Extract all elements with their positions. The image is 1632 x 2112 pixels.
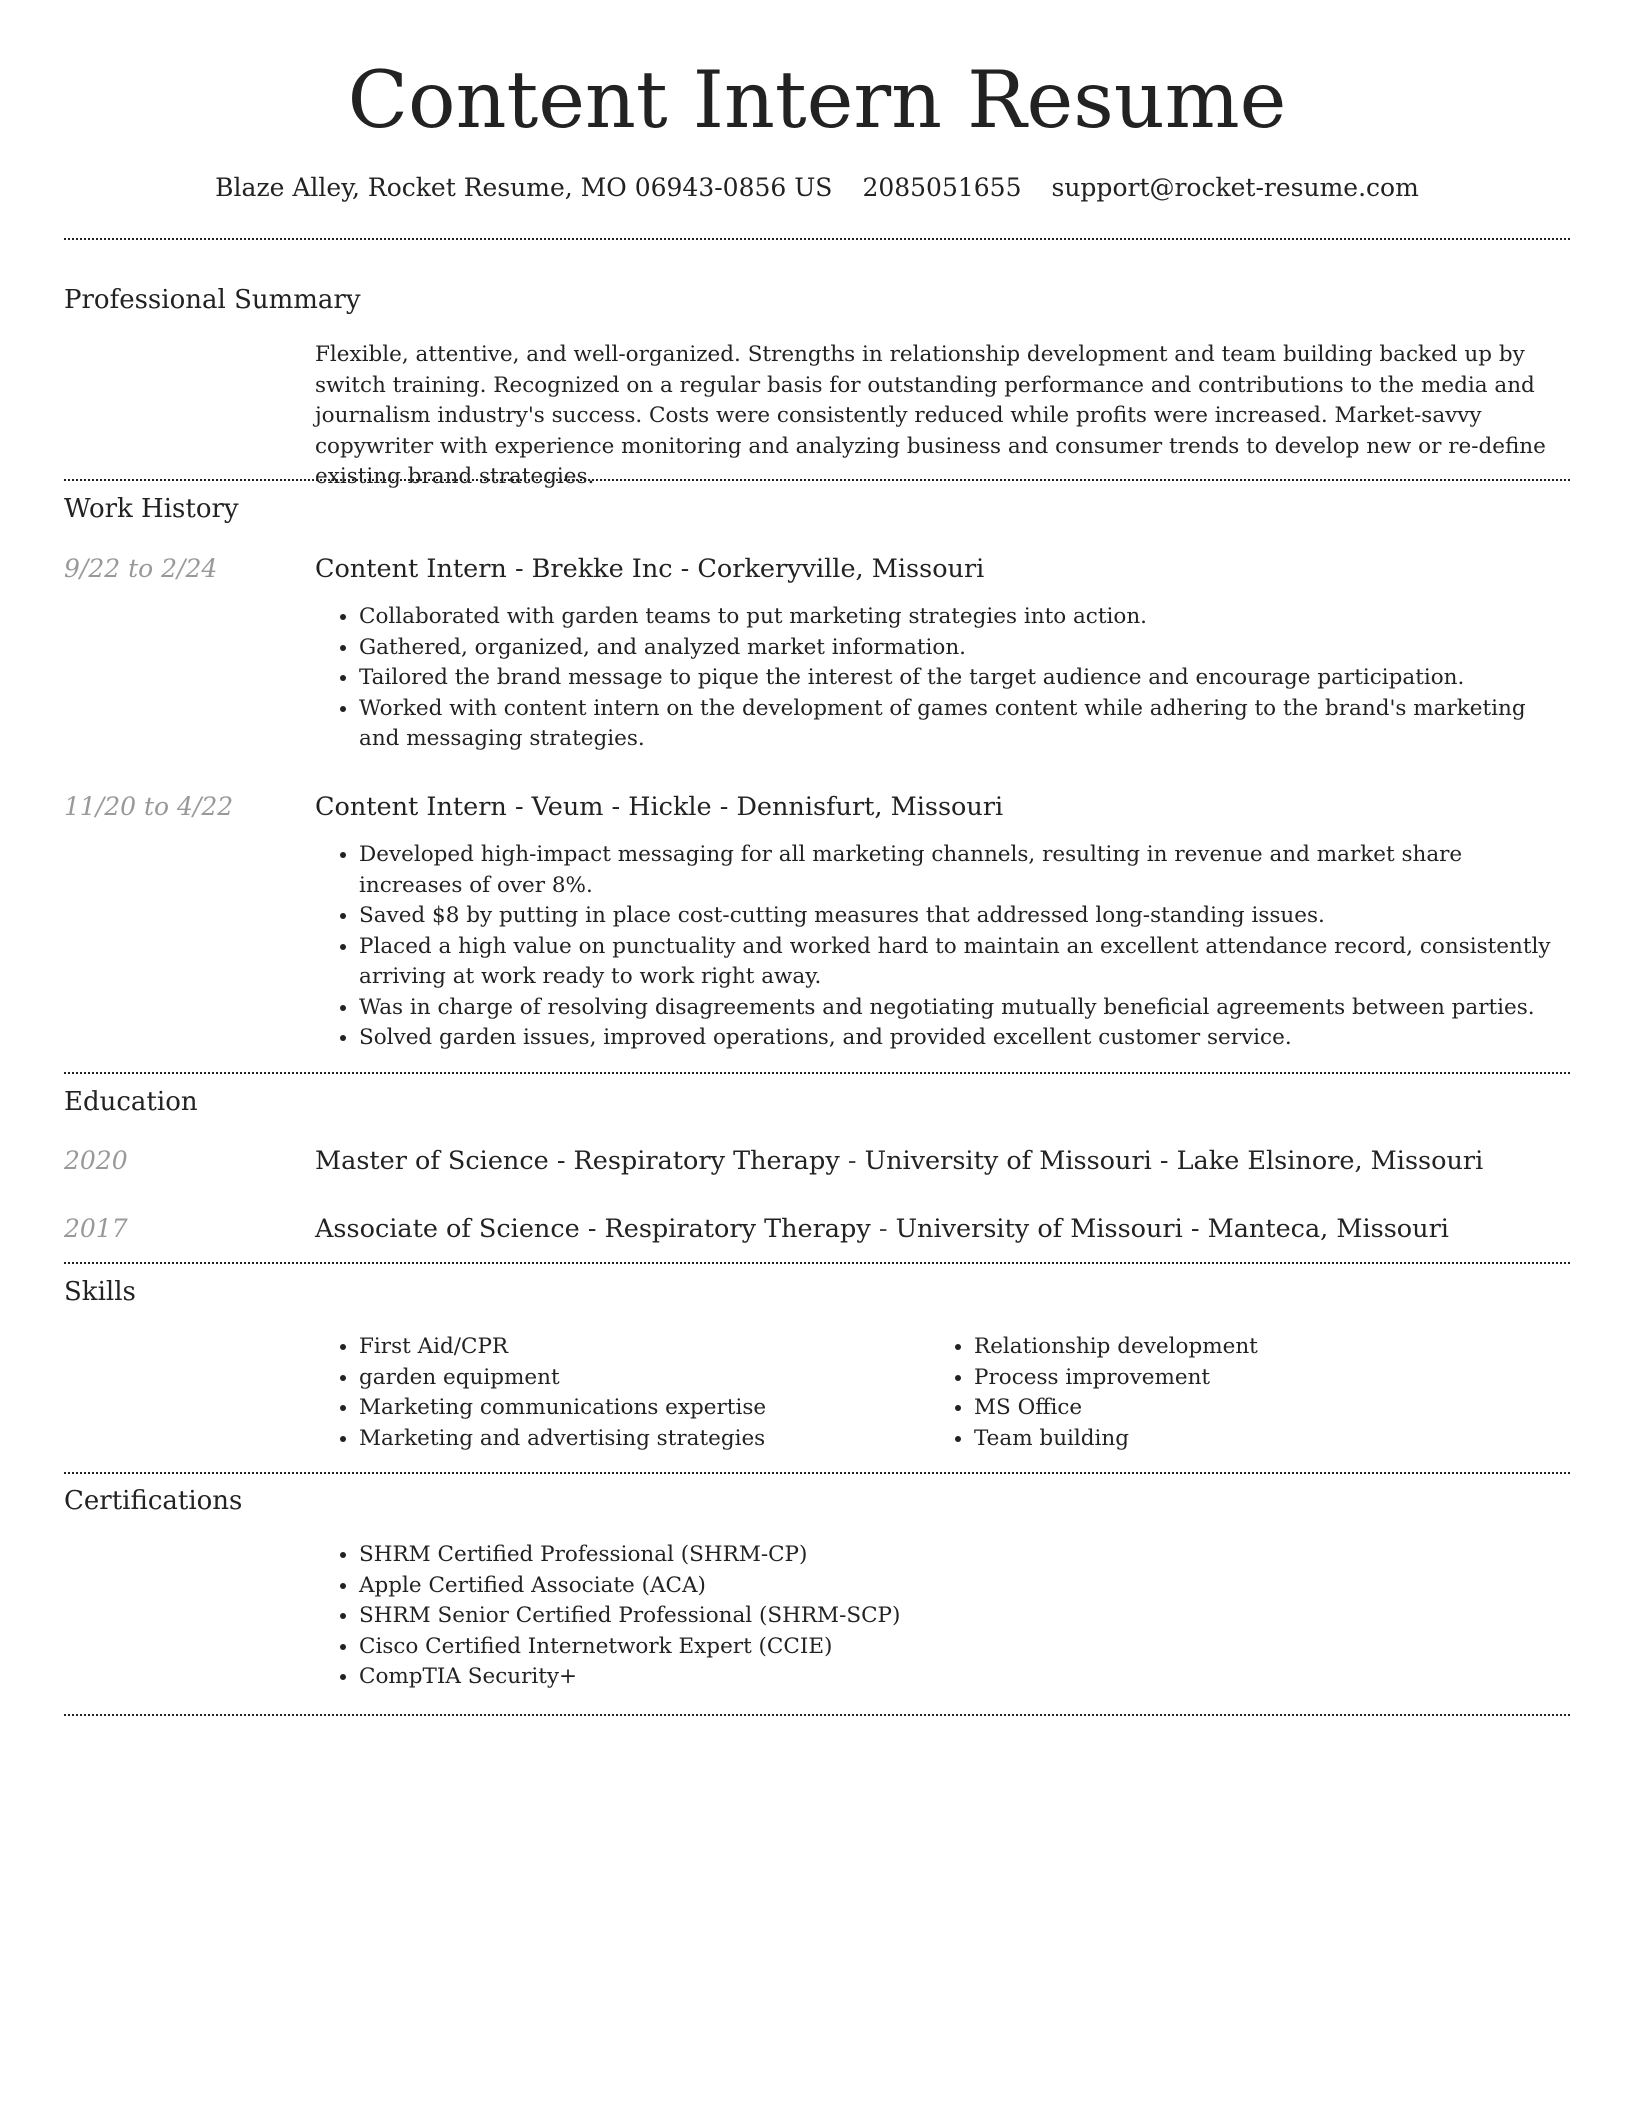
divider (64, 1072, 1570, 1074)
certification-item: • CompTIA Security+ (359, 1662, 1570, 1693)
education-entry: Associate of Science - Respiratory Therapy - University of Missouri - Manteca, Missouri (315, 1214, 1449, 1244)
certification-item: • Cisco Certified Internetwork Expert (CCIE) (359, 1632, 1570, 1663)
list-item: • Solved garden issues, improved operations, and provided excellent customer service. (359, 1023, 1570, 1054)
skills-list-right (930, 1332, 1534, 1454)
skill-item: • Marketing communications expertise (359, 1393, 919, 1424)
certifications-list (315, 1540, 1570, 1693)
phone: 2085051655 (862, 173, 1022, 202)
education-year: 2020 (64, 1146, 128, 1175)
certification-item: • SHRM Certified Professional (SHRM-CP) (359, 1540, 1570, 1571)
summary-text: Flexible, attentive, and well-organized. Strengths in relationship development and team building backed up by switch training. Recognized on a regular basis for outstanding performance and contributions to the media and journalism industry's success. Costs were consistently reduced while profits were increased. Market-savvy copywriter with experience monitoring and analyzing business and consumer trends to develop new or re-define existing brand strategies. (315, 342, 1546, 489)
job-title: Content Intern - Brekke Inc - Corkeryville, Missouri (315, 554, 985, 584)
list-item: • Tailored the brand message to pique the interest of the target audience and encourage participation. (359, 663, 1570, 694)
education-entry: Master of Science - Respiratory Therapy - University of Missouri - Lake Elsinore, Missouri (315, 1146, 1484, 1176)
job-title: Content Intern - Veum - Hickle - Dennisfurt, Missouri (315, 792, 1004, 822)
degree: Associate of Science - Respiratory Therapy (315, 1214, 871, 1244)
job-bullets (315, 840, 1570, 1054)
section-title-certifications: Certifications (64, 1486, 243, 1516)
school: University of Missouri - Manteca, Missouri (895, 1214, 1449, 1244)
school: University of Missouri - Lake Elsinore, Missouri (864, 1146, 1484, 1176)
skill-item: • Marketing and advertising strategies (359, 1424, 919, 1455)
list-item: • Worked with content intern on the development of games content while adhering to the brand's marketing and messaging strategies. (359, 694, 1570, 755)
job-dates: 11/20 to 4/22 (64, 792, 234, 821)
divider (64, 479, 1570, 481)
address: Blaze Alley, Rocket Resume, MO 06943-0856 US (215, 173, 833, 202)
resume-title: Content Intern Resume (347, 54, 1287, 146)
contact-line (64, 170, 1570, 206)
list-item: • Saved $8 by putting in place cost-cutting measures that addressed long-standing issues. (359, 901, 1570, 932)
job-dates: 9/22 to 2/24 (64, 554, 218, 583)
section-title-education: Education (64, 1087, 198, 1117)
skills-list-left (315, 1332, 919, 1454)
job-bullets (315, 602, 1570, 755)
list-item: • Was in charge of resolving disagreements and negotiating mutually beneficial agreements between parties. (359, 993, 1570, 1024)
list-item: • Developed high-impact messaging for all marketing channels, resulting in revenue and market share increases of over 8%. (359, 840, 1570, 901)
education-year: 2017 (64, 1214, 128, 1243)
divider (64, 1262, 1570, 1264)
list-item: • Gathered, organized, and analyzed market information. (359, 633, 1570, 664)
divider (64, 1714, 1570, 1716)
section-title-work: Work History (64, 494, 239, 524)
section-title-summary: Professional Summary (64, 285, 361, 315)
skill-item: • MS Office (974, 1393, 1534, 1424)
degree: Master of Science - Respiratory Therapy (315, 1146, 840, 1176)
certification-item: • Apple Certified Associate (ACA) (359, 1571, 1570, 1602)
skill-item: • Relationship development (974, 1332, 1534, 1363)
list-item: • Collaborated with garden teams to put marketing strategies into action. (359, 602, 1570, 633)
skill-item: • garden equipment (359, 1363, 919, 1394)
certification-item: • SHRM Senior Certified Professional (SHRM-SCP) (359, 1601, 1570, 1632)
section-title-skills: Skills (64, 1277, 136, 1307)
email: support@rocket-resume.com (1051, 173, 1419, 202)
skill-item: • Process improvement (974, 1363, 1534, 1394)
divider (64, 1472, 1570, 1474)
skill-item: • First Aid/CPR (359, 1332, 919, 1363)
skill-item: • Team building (974, 1424, 1534, 1455)
list-item: • Placed a high value on punctuality and worked hard to maintain an excellent attendance record, consistently arriving at work ready to work right away. (359, 932, 1570, 993)
divider (64, 238, 1570, 240)
